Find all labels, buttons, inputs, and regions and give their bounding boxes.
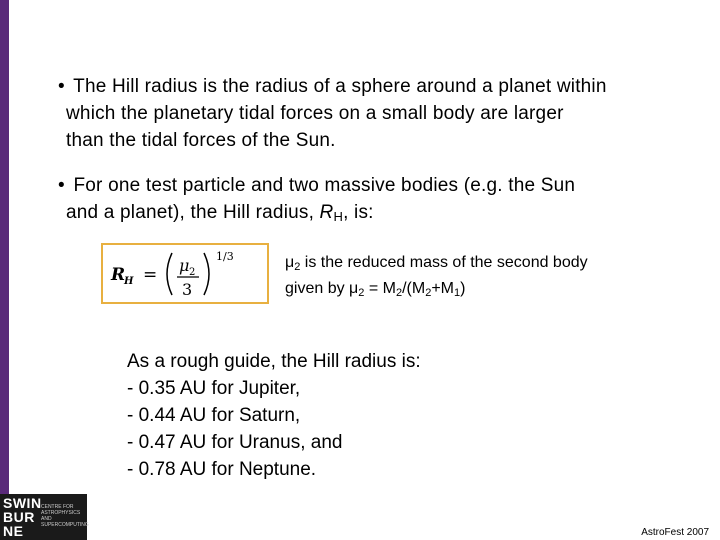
formula-exponent: 1/3: [216, 250, 234, 263]
bullet-marker: •: [58, 76, 65, 97]
formula-equals: =: [143, 265, 158, 285]
bullet-text-line: , is:: [343, 202, 374, 223]
reduced-mass-note: [285, 252, 588, 304]
footer-label: AstroFest 2007: [641, 527, 709, 538]
bullet-text-line: The Hill radius is the radius of a sphere around a planet within: [73, 76, 607, 97]
mu-subscript: 2: [358, 287, 365, 299]
accent-bar: [0, 0, 9, 494]
logo-small-line: ASTROPHYSICS AND: [41, 510, 81, 522]
bullet-marker: •: [58, 175, 65, 196]
guide-item-saturn: - 0.44 AU for Saturn,: [127, 405, 301, 426]
bullet-text-line: and a planet), the Hill radius,: [66, 202, 320, 223]
formula-left-paren: [167, 253, 172, 295]
formula-right-paren: [204, 253, 209, 295]
mass-subscript: 2: [425, 287, 432, 299]
note-text: ): [460, 280, 466, 297]
bullet-text-line: which the planetary tidal forces on a small body are larger: [66, 103, 564, 124]
logo-text-line: BUR: [3, 509, 35, 525]
hill-radius-symbol: R: [319, 202, 334, 223]
formula-numerator: μ: [179, 256, 190, 275]
mass-subscript: 1: [453, 287, 461, 299]
guide-item-neptune: - 0.78 AU for Neptune.: [127, 459, 317, 480]
formula-graphic: [103, 245, 267, 302]
swinburne-logo: [0, 494, 87, 540]
note-text: given by: [285, 280, 350, 297]
hill-radius-guide: [127, 348, 421, 483]
formula-denominator: 3: [182, 280, 193, 299]
note-text: is the reduced mass of the second body: [300, 254, 588, 271]
note-text: +M: [431, 280, 454, 297]
hill-radius-formula: [101, 243, 269, 304]
note-text: /(M: [402, 280, 426, 297]
guide-intro: As a rough guide, the Hill radius is:: [127, 351, 421, 372]
bullet-hill-formula-intro: [58, 172, 575, 230]
formula-lhs-sub: H: [124, 276, 134, 287]
formula-lhs: R: [111, 265, 126, 285]
guide-item-jupiter: - 0.35 AU for Jupiter,: [127, 378, 301, 399]
mu-symbol: μ: [285, 254, 295, 271]
bullet-hill-definition: [58, 73, 607, 154]
logo-small-line: CENTRE FOR: [41, 504, 74, 510]
logo-small-line: SUPERCOMPUTING: [41, 522, 89, 528]
bullet-text-line: For one test particle and two massive bodies (e.g. the Sun: [73, 175, 576, 196]
mass-subscript: 2: [395, 287, 403, 299]
logo-text-line: SWIN: [3, 495, 42, 511]
formula-numerator-sub: 2: [189, 267, 196, 278]
hill-radius-subscript: H: [333, 209, 344, 224]
logo-text-line: NE: [3, 523, 24, 539]
note-text: = M: [364, 280, 396, 297]
mu-subscript: 2: [294, 261, 301, 273]
guide-item-uranus: - 0.47 AU for Uranus, and: [127, 432, 343, 453]
bullet-text-line: than the tidal forces of the Sun.: [66, 130, 336, 151]
mu-symbol: μ: [349, 280, 359, 297]
